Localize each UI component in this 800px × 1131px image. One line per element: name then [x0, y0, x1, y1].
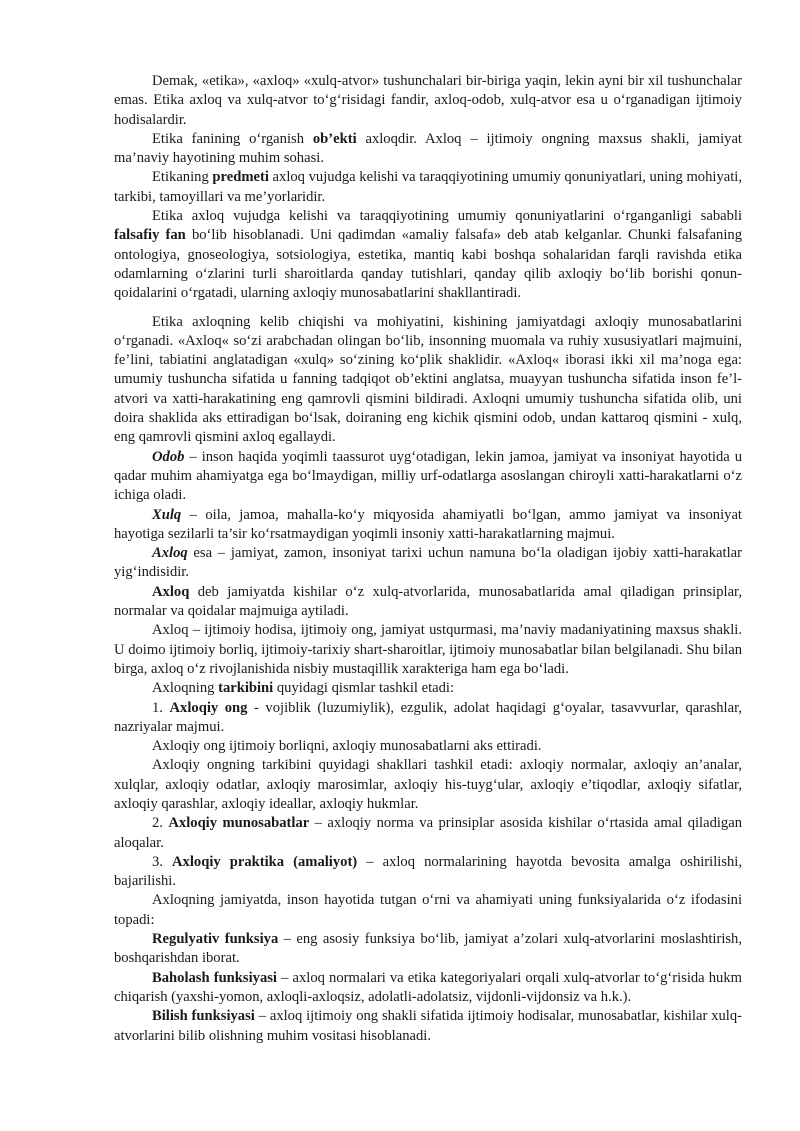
- paragraph: [114, 544, 742, 583]
- paragraph: [114, 853, 742, 892]
- paragraph-text: Axloq – ijtimoiy hodisa, ijtimoiy ong, jamiyat ustqurmasi, ma’naviy madaniyatining maxsus shakli. U doimo ijtimoiy borliq, ijtimoiy-tarixiy shart-sharoitlar, ijtimoiy munosabatlar bilan belgilanadi. Shu bilan birga, axloq o‘z rivojlanishida nisbiy mustaqillik xarakteriga ham ega bo‘ladi.: [114, 622, 742, 677]
- paragraph-text: Demak, «etika», «axloq» «xulq-atvor» tushunchalari bir-biriga yaqin, lekin ayni bir xil tushunchalar emas. Etika axloq va xulq-atvor to‘g‘risidagi fandir, axloq-odob, xulq-atvor esa u o‘rganadigan ijtimoiy hodisalardir.: [114, 73, 742, 128]
- paragraph: [114, 506, 742, 545]
- paragraph-text: – axloq normalarining hayotda bevosita amalga oshirilishi, bajarilishi.: [114, 853, 742, 890]
- paragraph: [114, 448, 742, 506]
- emphasized-term: Baholash funksiyasi: [152, 969, 277, 986]
- paragraph: [114, 737, 742, 756]
- paragraph-text: Etika axloqning kelib chiqishi va mohiyatini, kishining jamiyatdagi axloqiy munosabatlarini o‘rganadi. «Axloq« so‘zi arabchadan olingan bo‘lib, insonning muomala va ruhiy xususiyatlari majmuini, fe’lini, tabiatini anglatadigan «xulq» so‘zining ko‘plik shaklidir. «Axloq« iborasi ikki xil ma’noga ega: umumiy tushuncha sifatida u fanning tadqiqot ob’ektini anglatsa, muayyan tushuncha sifatida inson fe’l-atvori va xatti-harakatining eng qamrovli qismini bildiradi. Axloqni umumiy tushuncha sifatida olib, uni doira shaklida aks ettiradigan bo‘lsak, doiraning eng kichik qismini odob, undan kattaroq qismini - xulq, eng qamrovli qismini axloq egallaydi.: [114, 313, 742, 446]
- paragraph-text: deb jamiyatda kishilar o‘z xulq-atvorlarida, munosabatlarida amal qiladigan prinsiplar, normalar va qoidalar majmuiga aytiladi.: [114, 583, 742, 620]
- paragraph-text: Axloqning: [152, 680, 219, 697]
- paragraph-text: – axloqiy norma va prinsiplar asosida kishilar o‘rtasida amal qiladigan aloqalar.: [114, 815, 742, 851]
- paragraph: [114, 313, 742, 448]
- paragraph: [114, 583, 742, 622]
- paragraph: [114, 72, 742, 130]
- paragraph-text: Etika fanining o‘rganish: [152, 130, 313, 147]
- paragraph: [114, 1007, 742, 1046]
- paragraph-text: axloqdir. Axloq – ijtimoiy ongning maxsus shakli, jamiyat ma’naviy hayotining muhim sohasi.: [114, 130, 742, 167]
- emphasized-term: Axloq: [152, 545, 188, 562]
- paragraph-text: Etika axloq vujudga kelishi va taraqqiyotining umumiy qonuniyatlarini o‘rganganligi sababli: [152, 208, 742, 225]
- paragraph-text: axloq vujudga kelishi va taraqqiyotining umumiy qonuniyatlari, uning mohiyati, tarkibi, tamoyillari va me’yorlaridir.: [114, 169, 742, 205]
- paragraph-text: esa – jamiyat, zamon, insoniyat tarixi uchun namuna bo‘la oladigan ijobiy xatti-harakatlar yig‘indisidir.: [114, 545, 742, 581]
- paragraph-text: Axloqiy ong ijtimoiy borliqni, axloqiy munosabatlarni aks ettiradi.: [152, 738, 542, 755]
- paragraph-text: bo‘lib hisoblanadi. Uni qadimdan «amaliy falsafa» deb atab kelganlar. Chunki falsafaning ontologiya, gnoseologiya, sotsiologiya, estetika, mantiq kabi boshqa sohalaridan farqli ravishda etika odamlarning o‘zlarini turli sharoitlarda qanday tutishlari, qanday qilib axloqiy bo‘lib borishi qonun-qoidalarini o‘rgatadi, ularning axloqiy munosabatlarini shakllantiradi.: [114, 227, 742, 302]
- paragraph: [114, 207, 742, 303]
- paragraph: [114, 756, 742, 814]
- emphasized-term: tarkibini: [218, 680, 274, 697]
- paragraph-text: – axloq normalari va etika kategoriyalari orqali xulq-atvorlar to‘g‘risida hukm chiqarish (yaxshi-yomon, axloqli-axloqsiz, adolatli-adolatsiz, vijdonli-vijdonsiz va h.k.).: [114, 969, 743, 1005]
- emphasized-term: Xulq: [152, 506, 182, 523]
- emphasized-term: Axloqiy munosabatlar: [168, 815, 310, 832]
- paragraph: [114, 679, 742, 698]
- paragraph-text: Etikaning: [152, 169, 213, 186]
- paragraph-text: – eng asosiy funksiya bo‘lib, jamiyat a’zolari xulq-atvorlarini moslashtirish, boshqarishdan iborat.: [114, 931, 742, 967]
- paragraph-text: quyidagi qismlar tashkil etadi:: [273, 680, 455, 697]
- paragraph-text: Axloqning jamiyatda, inson hayotida tutgan o‘rni va ahamiyati uning funksiyalarida o‘z ifodasini topadi:: [114, 892, 742, 928]
- paragraph: [114, 699, 742, 738]
- emphasized-term: Axloqiy praktika (amaliyot): [172, 853, 358, 870]
- paragraph-text: 2.: [152, 815, 169, 832]
- paragraph: [114, 891, 742, 930]
- emphasized-term: Regulyativ funksiya: [152, 931, 279, 948]
- emphasized-term: Axloqiy ong: [169, 699, 248, 716]
- paragraph: [114, 814, 742, 853]
- paragraph-text: - vojiblik (luzumiylik), ezgulik, adolat haqidagi g‘oyalar, tasavvurlar, qarashlar, nazriyalar majmui.: [114, 699, 743, 735]
- paragraph: [114, 930, 742, 969]
- emphasized-term: Odob: [152, 448, 185, 465]
- emphasized-term: predmeti: [212, 169, 269, 186]
- emphasized-term: falsafiy fan: [114, 227, 186, 244]
- paragraph: [114, 168, 742, 207]
- paragraph: [114, 969, 742, 1008]
- paragraph: [114, 130, 742, 169]
- paragraph-text: 1.: [152, 699, 170, 716]
- paragraph-text: – oila, jamoa, mahalla-ko‘y miqyosida ahamiyatli bo‘lgan, ammo jamiyat va insoniyat hayotiga sezilarli ta’sir ko‘rsatmaydigan yoqimli insoniy xatti-harakatlarning majmui.: [114, 506, 742, 542]
- emphasized-term: Bilish funksiyasi: [152, 1008, 255, 1025]
- emphasized-term: ob’ekti: [312, 130, 357, 147]
- paragraph-text: Axloqiy ongning tarkibini quyidagi shakllari tashkil etadi: axloqiy normalar, axloqiy an’analar, xulqlar, axloqiy odatlar, axloqiy marosimlar, axloqiy his-tuyg‘ular, axloqiy e’tiqodlar, axloqiy sifatlar, axloqiy qarashlar, axloqiy ideallar, axloqiy hukmlar.: [114, 757, 742, 812]
- paragraph-text: 3.: [152, 853, 173, 870]
- paragraph: [114, 621, 742, 679]
- paragraph-text: – inson haqida yoqimli taassurot uyg‘otadigan, lekin jamoa, jamiyat va insoniyat hayotida u qadar muhim ahamiyatga ega bo‘lmaydigan, milliy urf-odatlarga asoslangan chiroyli xatti-harakatlarni o‘z ichiga oladi.: [114, 448, 742, 504]
- emphasized-term: Axloq: [152, 583, 190, 600]
- paragraph-text: – axloq ijtimoiy ong shakli sifatida ijtimoiy hodisalar, munosabatlar, kishilar xulq-atvorlarini bilib olishning muhim vositasi hisoblanadi.: [114, 1008, 742, 1044]
